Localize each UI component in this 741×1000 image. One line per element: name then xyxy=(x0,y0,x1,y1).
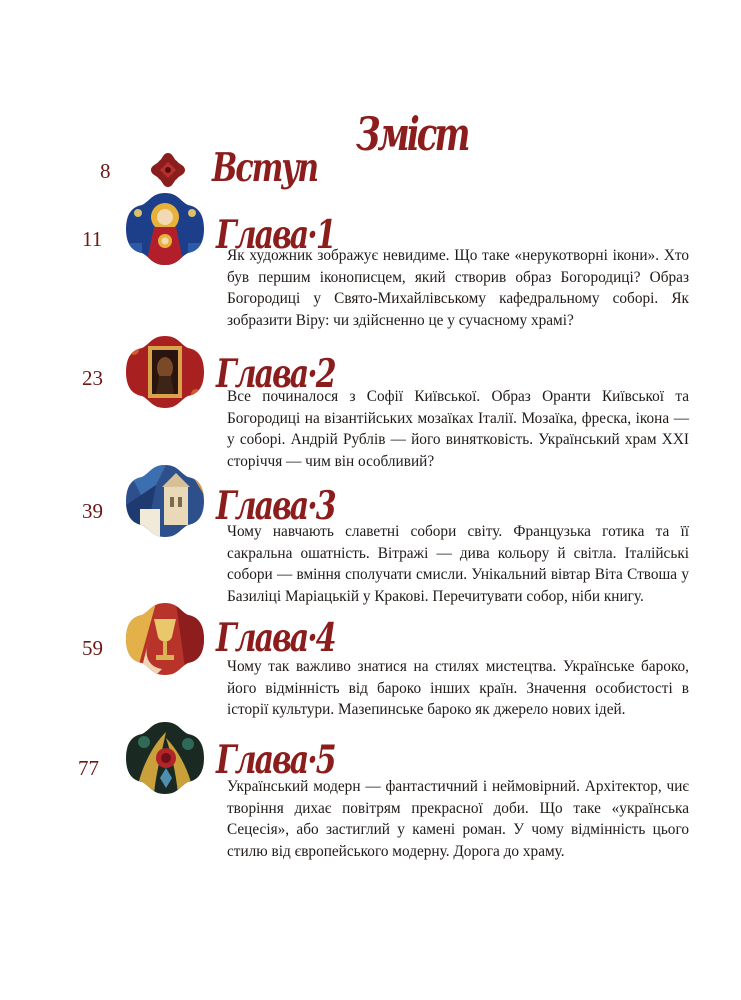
quatrefoil-ornament-icon xyxy=(150,152,186,188)
intro-heading: Вступ xyxy=(212,146,318,192)
chapter-description: Як художник зображує невидиме. Що таке «нерукотворні ікони». Хто був першим іконописцем, який створив образ Богородиці? Образ Богородиці у Свято-Михайлівському кафедральному соборі. Як зобразити Віру: чи здійсненно це у сучасному храмі? xyxy=(227,247,689,329)
cathedral-thumbnail xyxy=(126,465,204,537)
chapter-heading: Глава·3 xyxy=(216,484,335,530)
page-number: 8 xyxy=(100,159,111,183)
chapter-heading: Глава·5 xyxy=(216,738,335,784)
icon-mandylion-thumbnail xyxy=(126,336,204,408)
golden-chalice-thumbnail xyxy=(126,603,204,675)
chapter-heading: Глава·4 xyxy=(216,616,335,662)
page-number: 39 xyxy=(82,499,103,523)
page-number: 77 xyxy=(78,756,99,780)
page-number: 23 xyxy=(82,366,103,390)
chapter-heading: Глава·1 xyxy=(216,213,335,259)
chapter-description: Чому так важливо знатися на стилях мистецтва. Українське бароко, його відмінність від бароко інших країн. Значення особистості в історії культури. Мазепинське бароко як джерело нових ідей. xyxy=(227,658,689,718)
chapter-description: Український модерн — фантастичний і неймовірний. Архітектор, чиє творіння дихає повітрям прекрасної доби. Що таке «українська Сецесія», або застиглий у камені роман. У чому відмінність цього стилю від європейського модерну. Дорога до храму. xyxy=(227,778,689,860)
chapter-description: Чому навчають славетні собори світу. Французька готика та її сакральна ошатність. Вітражі — дива кольору й світла. Італійські собори — вміння сполучати смисли. Унікальний вівтар Віта Ствоша у Базиліці Маріацькій у Кракові. Перечитувати собор, ніби книгу. xyxy=(227,523,689,605)
chapter-description: Все починалося з Софії Київської. Образ Оранти Київської та Богородиці на візантійських мозаїках Італії. Мозаїка, фреска, ікона — у соборі. Андрій Рублів — його винятковість. Український храм XXI сторіччя — чим він особливий? xyxy=(227,388,689,470)
chapter-heading: Глава·2 xyxy=(216,352,335,398)
art-nouveau-ornament-thumbnail xyxy=(126,722,204,794)
page-number: 11 xyxy=(82,227,103,251)
page-title: Зміст xyxy=(356,108,468,162)
page-number: 59 xyxy=(82,636,103,660)
icon-virgin-mary-thumbnail xyxy=(126,193,204,265)
